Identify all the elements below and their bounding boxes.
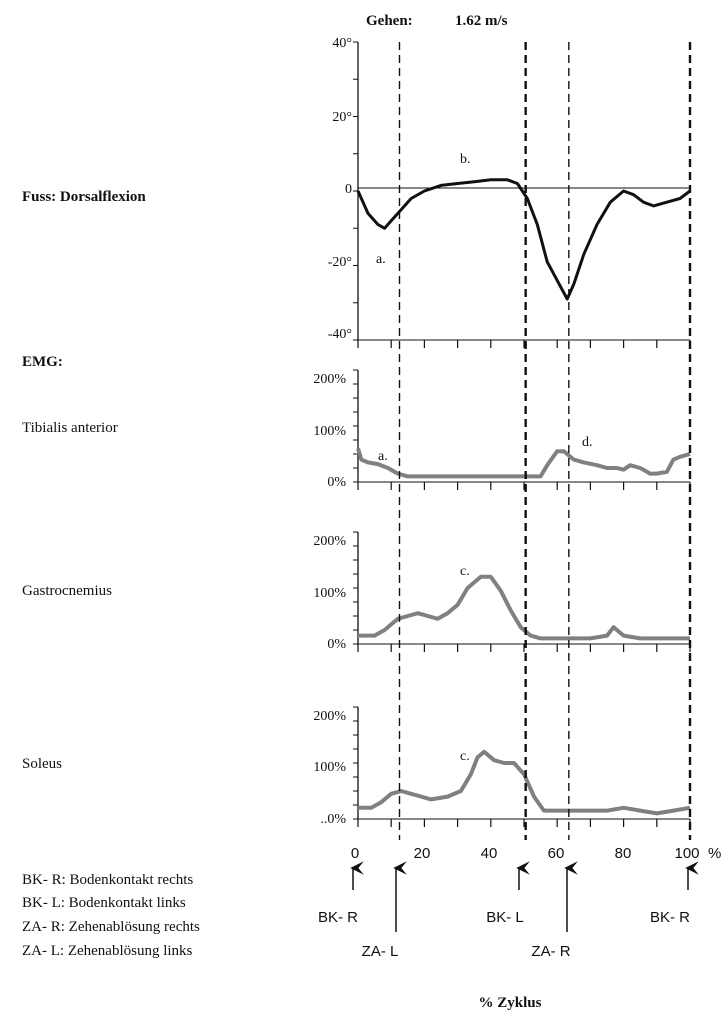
label-soleus: Soleus [22, 756, 63, 772]
dorsalflexion-line [358, 180, 690, 299]
x-axis-label: % Zyklus [478, 995, 542, 1011]
title-speed: 1.62 m/s [455, 13, 508, 29]
x-tick-0: 0 [350, 845, 360, 862]
event-markers [400, 42, 691, 840]
event-bk-r-start: BK- R [317, 909, 359, 926]
soleus-y-ticks [353, 707, 358, 819]
gastrocnemius-annotation-c: c. [460, 564, 470, 579]
angle-tick-20: 20° [332, 110, 352, 125]
legend-bk-r: BK- R: Bodenkontakt rechts [22, 872, 194, 888]
event-bk-r-end: BK- R [649, 909, 691, 926]
angle-x-ticks [358, 340, 690, 348]
soleus-x-ticks [358, 819, 690, 827]
angle-tick-m40: -40° [327, 327, 352, 342]
angle-tick-0: 0 [345, 182, 352, 197]
soleus-tick-0: ..0% [320, 812, 346, 827]
soleus-line [358, 752, 690, 814]
angle-tick-m20: -20° [327, 255, 352, 270]
event-bk-l: BK- L [486, 909, 524, 926]
angle-annotation-a: a. [376, 252, 386, 267]
x-tick-100: 100 [674, 845, 700, 862]
tibialis-y-ticks [353, 370, 358, 482]
tibialis-tick-200: 200% [313, 372, 346, 387]
x-unit: % [708, 845, 722, 862]
tibialis-x-ticks [358, 482, 690, 490]
tibialis-tick-100: 100% [313, 424, 346, 439]
soleus-annotation-c: c. [460, 749, 470, 764]
soleus-panel [313, 707, 690, 827]
event-za-r: ZA- R [531, 943, 571, 960]
tibialis-annotation-d: d. [582, 435, 593, 450]
legend-za-l: ZA- L: Zehenablösung links [22, 943, 193, 959]
legend [22, 872, 200, 959]
tibialis-panel [313, 370, 690, 490]
label-emg: EMG: [22, 354, 63, 370]
angle-annotation-b: b. [460, 152, 471, 167]
x-tick-80: 80 [614, 845, 632, 862]
event-za-l: ZA- L [361, 943, 399, 960]
angle-y-ticks [353, 42, 358, 340]
x-axis-labels [351, 845, 722, 862]
x-tick-60: 60 [547, 845, 565, 862]
gastrocnemius-tick-200: 200% [313, 534, 346, 549]
legend-bk-l: BK- L: Bodenkontakt links [22, 895, 186, 911]
tibialis-annotation-a: a. [378, 449, 388, 464]
soleus-tick-200: 200% [313, 709, 346, 724]
x-tick-40: 40 [480, 845, 498, 862]
tibialis-line [358, 448, 690, 476]
gastrocnemius-line [358, 577, 690, 639]
angle-tick-40: 40° [332, 36, 352, 51]
angle-panel [328, 36, 690, 348]
gastrocnemius-tick-0: 0% [327, 637, 346, 652]
label-gastrocnemius: Gastrocnemius [22, 583, 112, 599]
gastrocnemius-x-ticks [358, 644, 690, 652]
gastrocnemius-y-ticks [353, 532, 358, 644]
label-tibialis: Tibialis anterior [22, 420, 118, 436]
gastrocnemius-tick-100: 100% [313, 586, 346, 601]
tibialis-tick-0: 0% [327, 475, 346, 490]
soleus-tick-100: 100% [313, 760, 346, 775]
gastrocnemius-panel [313, 532, 690, 652]
label-dorsalflexion: Fuss: Dorsalflexion [22, 189, 146, 205]
title-activity: Gehen: [366, 13, 413, 29]
legend-za-r: ZA- R: Zehenablösung rechts [22, 919, 200, 935]
x-tick-20: 20 [413, 845, 431, 862]
